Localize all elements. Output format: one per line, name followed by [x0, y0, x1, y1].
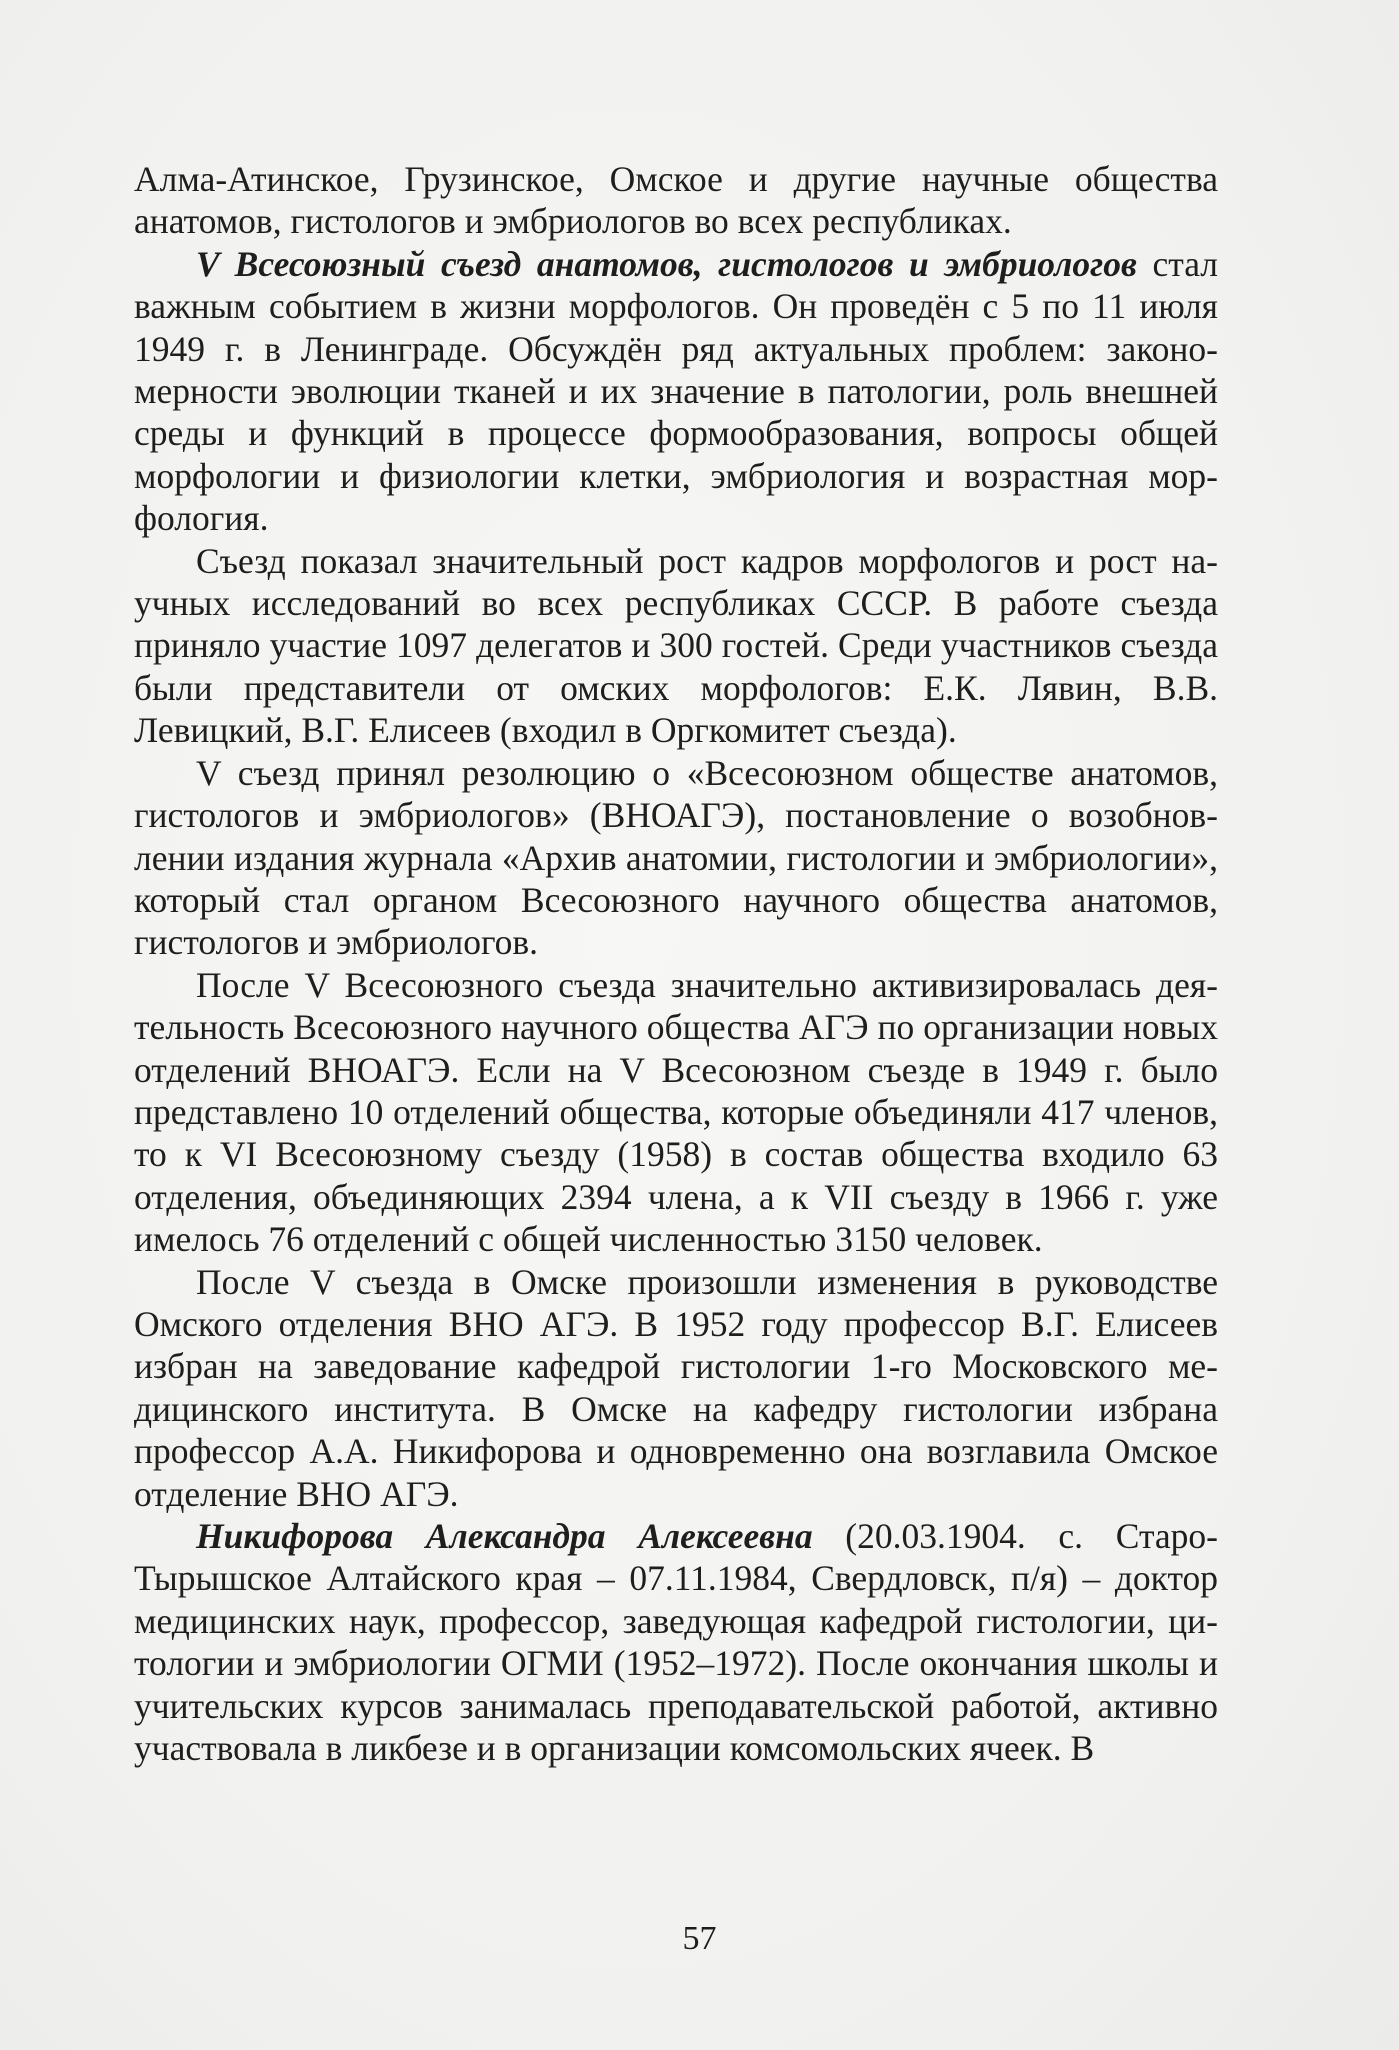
paragraph-2	[134, 243, 1218, 540]
paragraph-7-lead: Никифорова Александра Алексеевна	[196, 1516, 813, 1556]
paragraph-3-text: Съезд показал значительный рост кадров морфологов и рост научных исследований во всех республиках СССР. В работе съезда приняло участие 1097 делегатов и 300 гостей. Среди участников съезда были представители от омских морфологов: Е.К. Лявин, В.В. Левицкий, В.Г. Елисеев (входил в Оргкомитет съезда).	[134, 540, 1218, 751]
paragraph-5-text: После V Всесоюзного съезда значительно активизировалась деятельность Всесоюзного научного общества АГЭ по организации новых отделений ВНОАГЭ. Если на V Всесоюзном съезде в 1949 г. было представлено 10 отделений общества, которые объединяли 417 членов, то к VI Всесоюзному съезду (1958) в состав общества входило 63 отделения, объединяющих 2394 члена, а к VII съезду в 1966 г. уже имелось 76 отделений с общей численностью 3150 человек.	[134, 964, 1218, 1260]
paragraph-2-text: стал важным событием в жизни морфологов. Он проведён с 5 по 11 июля 1949 г. в Ленинграде. Обсуждён ряд актуальных проблем: закономерности эволюции тканей и их значение в патологии, роль внешней среды и функций в процессе формообразования, вопросы общей морфологии и физиологии клетки, эмбриология и возрастная морфология.	[134, 243, 1218, 539]
paragraph-4-text: V съезд принял резолюцию о «Всесоюзном обществе анатомов, гистологов и эмбриологов» (ВНОАГЭ), постановление о возобновлении издания журнала «Архив анатомии, гистологии и эмбриологии», который стал органом Всесоюзного научного общества анатомов, гистологов и эмбриологов.	[134, 752, 1218, 963]
paragraph-6	[134, 1261, 1218, 1515]
body-text	[134, 158, 1218, 1769]
paragraph-7	[134, 1515, 1218, 1769]
paragraph-7-text: (20.03.1904. с. Старо-Тырышское Алтайского края – 07.11.1984, Свердловск, п/я) – доктор медицинских наук, профессор, заведующая кафедрой гистологии, цитологии и эмбриологии ОГМИ (1952–1972). После окончания школы и учительских курсов занималась преподавательской работой, активно участвовала в ликбезе и в организации комсомольских ячеек. В	[134, 1516, 1218, 1769]
paragraph-5	[134, 964, 1218, 1261]
paragraph-4	[134, 752, 1218, 964]
page-number: 57	[682, 1920, 717, 1957]
paragraph-1	[134, 158, 1218, 243]
paragraph-1-text: Алма-Атинское, Грузинское, Омское и другие научные общества анатомов, гистологов и эмбриологов во всех республиках.	[134, 159, 1218, 242]
paragraph-3	[134, 540, 1218, 752]
paragraph-2-lead: V Всесоюзный съезд анатомов, гистологов и эмбриологов	[196, 243, 1137, 284]
paragraph-6-text: После V съезда в Омске произошли изменения в руководстве Омского отделения ВНО АГЭ. В 1952 году профессор В.Г. Елисеев избран на заведование кафедрой гистологии 1-го Московского медицинского института. В Омске на кафедру гистологии избрана профессор А.А. Никифорова и одновременно она возглавила Омское отделение ВНО АГЭ.	[134, 1261, 1218, 1514]
